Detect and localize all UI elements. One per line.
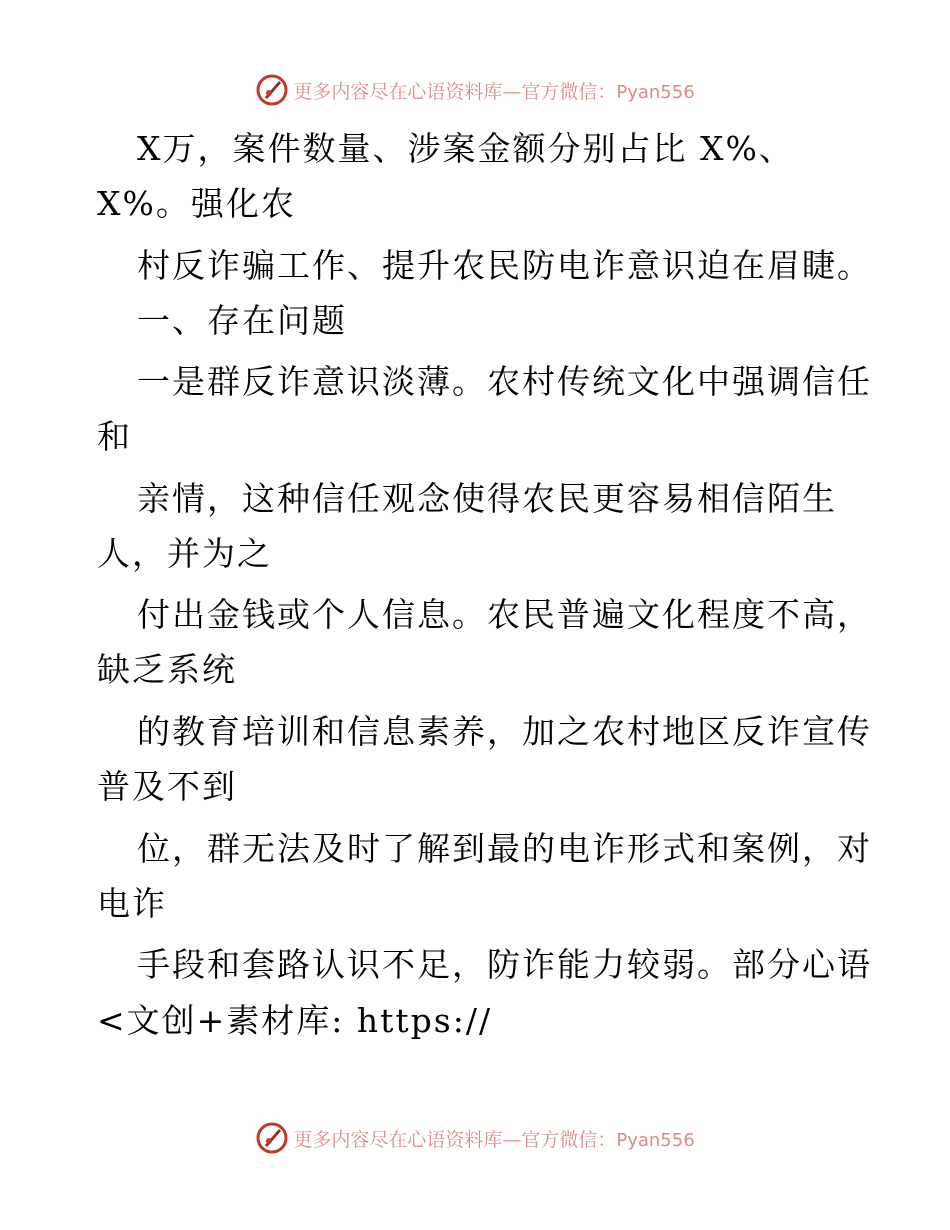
text-line: 普及不到 — [97, 767, 237, 806]
watermark-text: 更多内容尽在心语资料库—官方微信：Pyan556 — [293, 1128, 695, 1151]
text-line: 一是群反诈意识淡薄。农村传统文化中强调信任 — [137, 362, 872, 401]
watermark-text: 更多内容尽在心语资料库—官方微信：Pyan556 — [293, 80, 695, 103]
text-line: 和 — [97, 417, 132, 456]
watermark-id: Pyan556 — [616, 1129, 695, 1151]
text-line: 位，群无法及时了解到最的电诈形式和案例，对 — [137, 829, 872, 868]
text-line: 亲情，这种信任观念使得农民更容易相信陌生 — [137, 479, 837, 518]
text-line: 村反诈骗工作、提升农民防电诈意识迫在眉睫。 — [137, 246, 872, 285]
brand-logo-icon — [255, 1121, 289, 1155]
text-line: 缺乏系统 — [97, 650, 237, 689]
text-line: 手段和套路认识不足，防诈能力较弱。部分心语 — [137, 945, 872, 984]
text-line: X万，案件数量、涉案金额分别占比 X%、 — [137, 129, 794, 168]
text-line: 的教育培训和信息素养，加之农村地区反诈宣传 — [137, 712, 872, 751]
text-line: 人，并为之 — [97, 534, 272, 573]
brand-logo-icon — [255, 73, 289, 107]
text-line: 付出金钱或个人信息。农民普遍文化程度不高， — [137, 595, 872, 634]
text-line: <文创+素材库: https:// — [97, 1001, 493, 1040]
header-watermark — [0, 70, 950, 110]
text-line: X%。强化农 — [97, 184, 296, 223]
footer-watermark — [0, 1118, 950, 1158]
text-line: 电诈 — [97, 884, 167, 923]
watermark-id: Pyan556 — [616, 81, 695, 103]
section-heading: 一、存在问题 — [137, 301, 347, 340]
